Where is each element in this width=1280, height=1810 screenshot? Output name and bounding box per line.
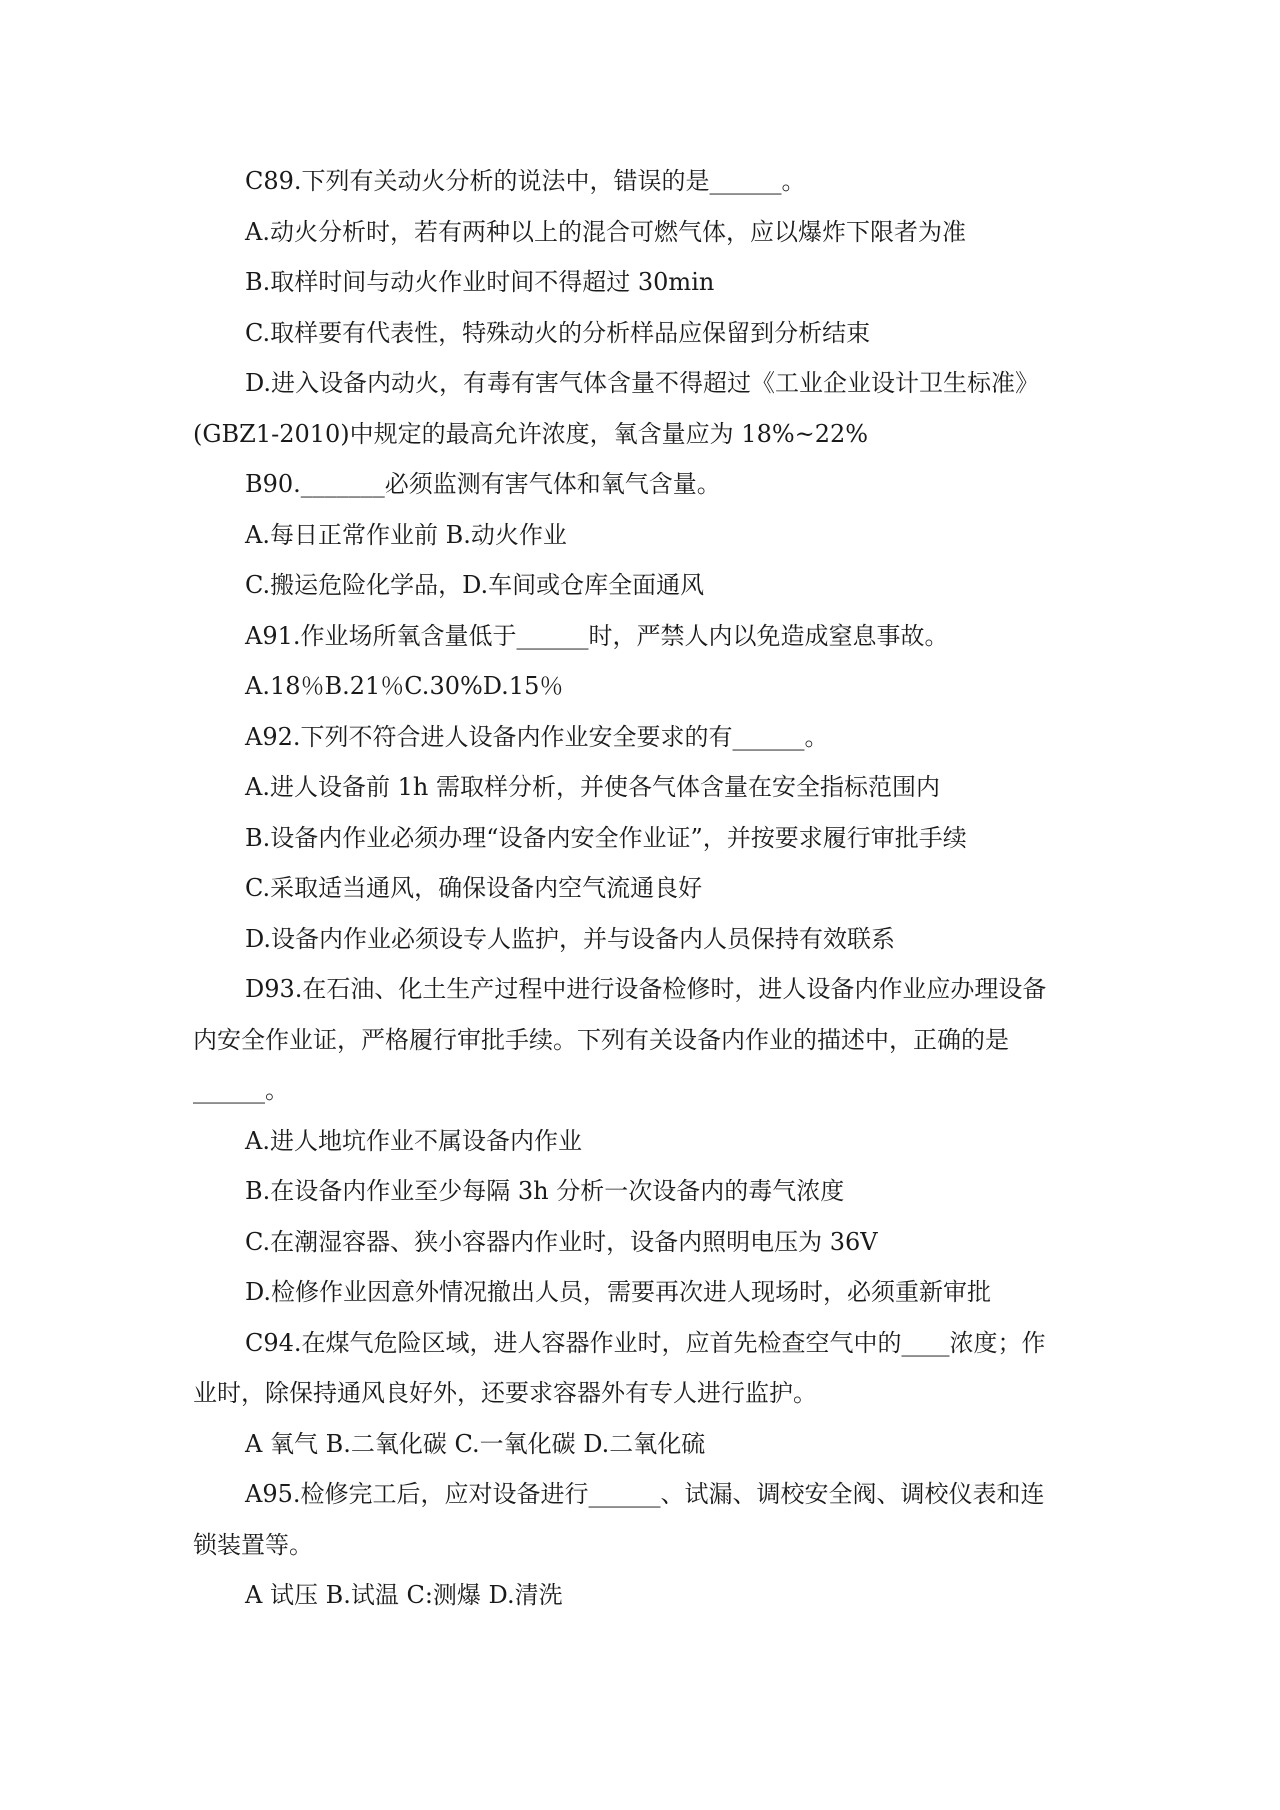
text-line: A91.作业场所氧含量低于______时，严禁人内以免造成窒息事故。 [245, 621, 949, 650]
text-line: A 氧气 B.二氧化碳 C.一氧化碳 D.二氧化硫 [245, 1429, 706, 1458]
text-line: D.设备内作业必须设专人监护，并与设备内人员保持有效联系 [245, 924, 896, 953]
text-line: C.搬运危险化学品，D.车间或仓库全面通风 [245, 571, 705, 599]
text-line: C.取样要有代表性，特殊动火的分析样品应保留到分析结束 [245, 318, 871, 347]
text-line: B.在设备内作业至少每隔 3h 分析一次设备内的毒气浓度 [245, 1177, 845, 1205]
text-line: A95.检修完工后，应对设备进行______、试漏、调校安全阀、调校仪表和连 [245, 1480, 1045, 1508]
text-line: A.进人地坑作业不属设备内作业 [245, 1126, 582, 1155]
text-line: C.采取适当通风，确保设备内空气流通良好 [245, 874, 703, 902]
text-line: A.每日正常作业前 B.动火作业 [245, 520, 567, 549]
text-line: D.检修作业因意外情况撤出人员，需要再次进人现场时，必须重新审批 [245, 1278, 992, 1306]
text-line: A.进人设备前 1h 需取样分析，并使各气体含量在安全指标范围内 [245, 773, 940, 801]
text-line: D.进入设备内动火，有毒有害气体含量不得超过《工业企业设计卫生标准》 [245, 369, 1040, 397]
text-line: B.取样时间与动火作业时间不得超过 30min [245, 268, 715, 296]
document-body [193, 156, 1093, 1621]
text-line: D93.在石油、化土生产过程中进行设备检修时，进人设备内作业应办理设备 [245, 975, 1047, 1003]
text-line: ______。 [193, 1076, 289, 1104]
text-line: A.18％B.21％C.30%D.15％ [245, 672, 564, 700]
text-line: A 试压 B.试温 C:测爆 D.清洗 [245, 1581, 563, 1609]
text-line: 业时，除保持通风良好外，还要求容器外有专人进行监护。 [193, 1379, 817, 1407]
text-line: C89.下列有关动火分析的说法中，错误的是______。 [245, 167, 806, 195]
text-line: A.动火分析时，若有两种以上的混合可燃气体，应以爆炸下限者为准 [245, 217, 966, 246]
text-line: (GBZ1-2010)中规定的最高允许浓度，氧含量应为 18%~22% [193, 419, 869, 448]
text-line: 锁装置等。 [193, 1530, 313, 1559]
text-line: A92.下列不符合进人设备内作业安全要求的有______。 [245, 722, 829, 751]
text-line: C94.在煤气危险区域，进人容器作业时，应首先检查空气中的____浓度；作 [245, 1328, 1046, 1357]
text-line: B90._______必须监测有害气体和氧气含量。 [245, 470, 721, 498]
text-line: C.在潮湿容器、狭小容器内作业时，设备内照明电压为 36V [245, 1227, 878, 1256]
text-line: 内安全作业证，严格履行审批手续。下列有关设备内作业的描述中，正确的是 [193, 1025, 1009, 1054]
text-line: B.设备内作业必须办理“设备内安全作业证”，并按要求履行审批手续 [245, 823, 967, 852]
